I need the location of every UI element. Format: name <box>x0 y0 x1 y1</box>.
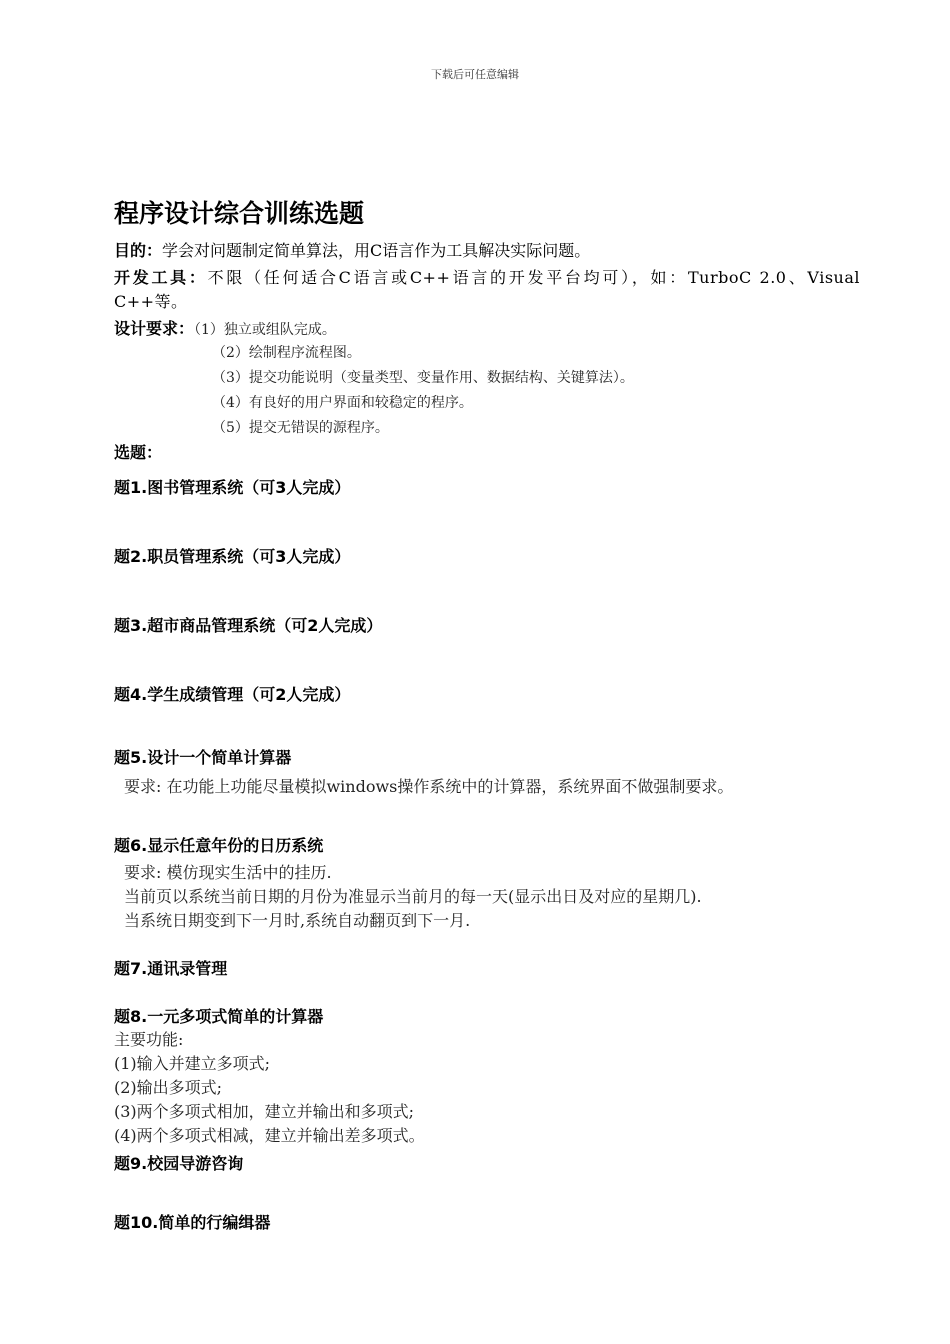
document-title: 程序设计综合训练选题 <box>114 199 365 228</box>
tools-line <box>114 266 860 314</box>
topic-title: 题6.显示任意年份的日历系统 <box>114 836 324 855</box>
purpose-text: 学会对问题制定简单算法，用C语言作为工具解决实际问题。 <box>162 241 591 260</box>
requirement-item: （4）有良好的用户界面和较稳定的程序。 <box>212 395 473 411</box>
requirement-item: （1）独立或组队完成。 <box>194 322 336 338</box>
topic-description: (3)两个多项式相加，建立并输出和多项式; <box>114 1102 415 1121</box>
topic-title: 题1.图书管理系统（可3人完成） <box>114 478 351 497</box>
topic-title: 题5.设计一个简单计算器 <box>114 748 292 767</box>
topics-label: 选题： <box>114 443 163 462</box>
topic-description: (2)输出多项式; <box>114 1078 223 1097</box>
topic-title: 题2.职员管理系统（可3人完成） <box>114 547 351 566</box>
tools-text: 不限（任何适合C语言或C++语言的开发平台均可），如：TurboC 2.0、Visual C++等。 <box>114 268 860 311</box>
requirements-label: 设计要求：（1）独立或组队完成。 <box>114 319 336 338</box>
topic-title: 题4.学生成绩管理（可2人完成） <box>114 685 351 704</box>
topic-description: 当系统日期变到下一月时,系统自动翻页到下一月. <box>124 911 471 930</box>
topic-description: (4)两个多项式相减，建立并输出差多项式。 <box>114 1126 425 1145</box>
topic-description: 要求: 模仿现实生活中的挂历. <box>124 863 332 882</box>
topic-description: 当前页以系统当前日期的月份为准显示当前月的每一天(显示出日及对应的星期几). <box>124 887 702 906</box>
purpose-label: 目的： <box>114 241 163 260</box>
topic-title: 题3.超市商品管理系统（可2人完成） <box>114 616 383 635</box>
requirement-item: （2）绘制程序流程图。 <box>212 345 361 361</box>
topic-title: 题9.校园导游咨询 <box>114 1154 244 1173</box>
topic-description: 要求: 在功能上功能尽量模拟windows操作系统中的计算器，系统界面不做强制要求。 <box>124 777 734 796</box>
topic-title: 题8.一元多项式简单的计算器 <box>114 1007 324 1026</box>
requirement-item: （3）提交功能说明（变量类型、变量作用、数据结构、关键算法）。 <box>212 370 634 386</box>
topic-title: 题10.简单的行编缉器 <box>114 1213 271 1232</box>
page-header: 下载后可任意编辑 <box>431 68 519 81</box>
tools-label: 开发工具： <box>114 268 208 287</box>
purpose-line <box>114 238 590 261</box>
topic-title: 题7.通讯录管理 <box>114 959 228 978</box>
topic-description: (1)输入并建立多项式; <box>114 1054 271 1073</box>
topic-description: 主要功能: <box>114 1030 184 1049</box>
requirement-item: （5）提交无错误的源程序。 <box>212 420 389 436</box>
